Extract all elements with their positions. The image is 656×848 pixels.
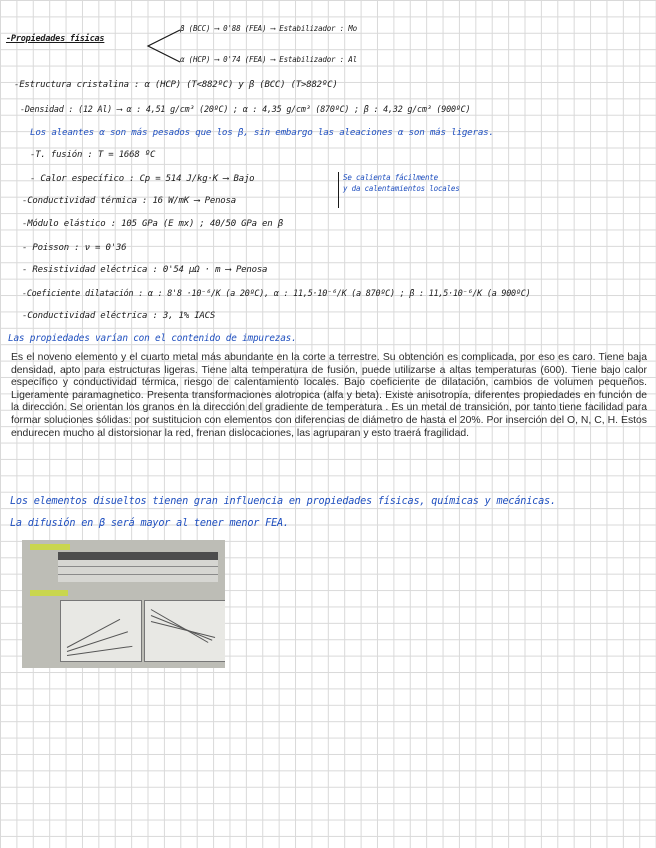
elastic-modulus: -Módulo elástico : 105 GPa (E mx) ; 40/50 GPa en β [22, 219, 283, 229]
electrical-conductivity: -Conductividad eléctrica : 3, 1% IACS [22, 311, 216, 321]
impurities-note: Las propiedades varían con el contenido de impurezas. [8, 333, 297, 344]
alpha-branch: α (HCP) ⟶ 0'74 (FEA) ⟶ Estabilizador : Al [180, 55, 357, 64]
brace-note-2: y da calentamientos locales [343, 184, 460, 193]
diffusion-note: La difusión en β será mayor al tener menor FEA. [10, 518, 289, 529]
brace-bar [338, 172, 339, 208]
thermal-conductivity: -Conductividad térmica : 16 W/mK ⟶ Penosa [22, 196, 236, 206]
brace-note-1: Se calienta fácilmente [343, 173, 438, 182]
specific-heat: - Calor específico : Cp = 514 J/kg·K ⟶ Bajo [30, 174, 255, 184]
dissolved-elements-note: Los elementos disueltos tienen gran influencia en propiedades físicas, químicas y mecánicas. [10, 496, 556, 507]
beta-branch: β (BCC) ⟶ 0'88 (FEA) ⟶ Estabilizador : Mo [180, 24, 357, 33]
section-title: -Propiedades físicas [6, 34, 105, 44]
electrical-resistivity: - Resistividad eléctrica : 0'54 μΩ · m ⟶ Penosa [22, 265, 268, 275]
alloys-note: Los aleantes α son más pesados que los β, sin embargo las aleaciones α son más ligeras. [30, 127, 494, 138]
branch-brace [144, 26, 184, 66]
crystal-structure: -Estructura cristalina : α (HCP) (T<882ºC) y β (BCC) (T>882ºC) [14, 80, 338, 90]
alloy-effects-photo [22, 540, 225, 668]
dilation-coefficient: -Coeficiente dilatación : α : 8'8 ·10⁻⁶/K (a 20ºC), α : 11,5·10⁻⁶/K (a 870ºC) ; β : 11,5·10⁻⁶/K (a 900ºC) [22, 288, 531, 298]
density: -Densidad : (12 Al) ⟶ α : 4,51 g/cm³ (20ºC) ; α : 4,35 g/cm³ (870ºC) ; β : 4,32 g/cm³ (900ºC) [20, 104, 471, 114]
description-paragraph: Es el noveno elemento y el cuarto metal más abundante en la corte a terrestre. Su obtención es complicada, por eso es caro. Tiene baja densidad, apto para estructuras ligeras. Tiene alta temperatura de fusión, puede utilizarse a altas temperaturas (600). Tiene bajo calor específico y conductividad térmica, riesgo de calentamiento locales. Bajo coeficiente de dilatación, cambios de volumen pequeños. Ligeramente paramagnetico. Presenta transformaciones alotropica (alfa y beta). Existe anisotropía, diferentes propiedades en función de la dirección. Se orientan los granos en la dirección del gradiente de temperatura . Es un metal de transición, por tanto tiene facilidad para formar soluciones sólidas: por sustitucion con elementos con diferencias de diámetro de hasta el 20%. Por inserción del O, N, C, H. Estos endurecen mucho al distorsionar la red, frenan dislocaciones, las agruparan y esto traerá fragilidad. [11, 352, 647, 439]
melting-point: -T. fusión : T = 1668 ºC [30, 150, 156, 160]
poisson-ratio: - Poisson : ν = 0'36 [22, 243, 127, 253]
